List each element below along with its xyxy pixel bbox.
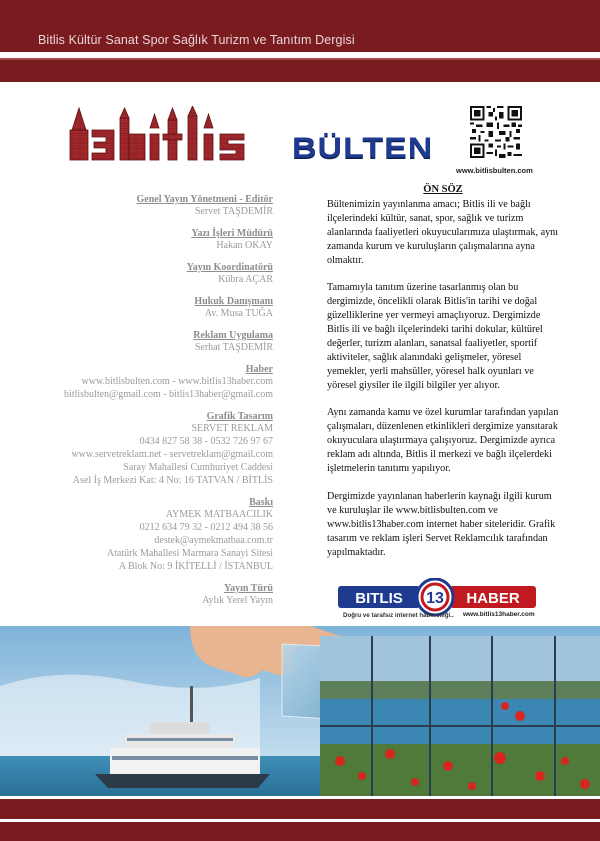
credit-group <box>20 228 273 252</box>
credit-line: Serhat TAŞDEMİR <box>194 342 273 353</box>
credit-group <box>20 330 273 354</box>
foreword-paragraph: Bültenimizin yayınlanma amacı; Bitlis ili ve bağlı ilçelerindeki kültür, sanat, spor, sağlık ve turizm alanlarında faaliyetleri okuyucularımıza ulaştırmak, aynı zamanda kurum ve kuruluşların çalışmalarına ayna olmaktır. <box>327 198 559 266</box>
credit-line: Saray Mahallesi Cumhuriyet Caddesi <box>123 462 273 473</box>
credit-group <box>20 262 273 286</box>
credit-line: www.bitlisbulten.com - www.bitlis13haber.com <box>81 376 273 387</box>
foreword-paragraph: Dergimizde yayınlanan haberlerin kaynağı ilgili kurum ve kuruluşlar ile www.bitlisbulten.com ve www.bitlis13haber.com internet haber siteleridir. Grafik tasarım ve reklam işleri Servet Reklamcılık tarafından yapılmaktadır. <box>327 490 556 558</box>
credit-group <box>20 364 273 401</box>
bitlis-logo <box>68 106 268 162</box>
glass-wall-image <box>320 636 600 796</box>
top-banner <box>0 0 600 52</box>
masthead-credits <box>20 194 273 617</box>
credit-heading: Haber <box>245 364 273 375</box>
haber13-left-text: BITLIS <box>355 590 403 607</box>
bulten-wordmark: BÜLTEN <box>292 132 434 165</box>
credit-line: Servet TAŞDEMİR <box>194 206 273 217</box>
credit-heading: Hukuk Danışmanı <box>194 296 273 307</box>
credit-line: 0212 634 79 32 - 0212 494 38 56 <box>139 522 273 533</box>
credit-group <box>20 194 273 218</box>
credit-heading: Reklam Uygulama <box>193 330 273 341</box>
credit-heading: Genel Yayın Yönetmeni - Editör <box>136 194 273 205</box>
credit-heading: Yazı İşleri Müdürü <box>191 228 273 239</box>
credit-group <box>20 411 273 487</box>
magazine-subtitle: Bitlis Kültür Sanat Spor Sağlık Turizm ve Tanıtım Dergisi <box>38 33 355 47</box>
credit-line: Av. Musa TUĞA <box>204 308 273 319</box>
credit-heading: Grafik Tasarım <box>206 411 273 422</box>
haber13-right-text: HABER <box>466 590 520 607</box>
credit-line: www.servetreklam.net - servetreklam@gmail.com <box>71 449 273 460</box>
credit-line: Kübra AÇAR <box>218 274 273 285</box>
credit-line: Asel İş Merkezi Kat: 4 No: 16 TATVAN / BİTLİS <box>72 475 273 486</box>
credit-line: Aylık Yerel Yayın <box>202 595 273 606</box>
credit-line: AYMEK MATBAACILIK <box>165 509 273 520</box>
credit-line: 0434 827 58 38 - 0532 726 97 67 <box>139 436 273 447</box>
foreword-paragraph: Tamamıyla tanıtım üzerine tasarlanmış olan bu dergimizde, öncelikli olarak Bitlis'in tarihi ve doğal güzelliklerine yer vermeyi amaçlıyoruz. Dergimizde Bitlis ili ve bağlı ilçelerindeki tarihi dokular, kültürel değerler, turizm alanları, sanatsal faaliyetler, sportif aktiviteler, sağlık alanındaki gelişmeler, yöresel yemekler, yerli mahsüller, yöresel halk oyunları ve yöresel giysiler ile ilgili bilgiler yer alıyor. <box>327 282 543 391</box>
haber13-tagline: Doğru ve tarafsız internet haberciliği.. <box>343 612 454 619</box>
credit-line: A Blok No: 9 İKİTELLİ / İSTANBUL <box>118 561 273 572</box>
credit-group <box>20 497 273 573</box>
credit-heading: Yayın Koordinatörü <box>186 262 273 273</box>
credit-line: bitlisbulten@gmail.com - bitlis13haber@gmail.com <box>64 389 273 400</box>
collage-photo <box>0 626 600 796</box>
credit-line: destek@aymekmatbaa.com.tr <box>154 535 273 546</box>
bottom-band <box>0 799 600 819</box>
credit-line: Hakan OKAY <box>216 240 273 251</box>
haber13-number: 13 <box>426 590 444 607</box>
top-divider-band <box>0 60 600 82</box>
haber13-url[interactable]: www.bitlis13haber.com <box>463 611 535 618</box>
foreword-title: ÖN SÖZ <box>423 184 463 195</box>
bottom-band-lower <box>0 822 600 841</box>
credit-heading: Yayın Türü <box>223 583 273 594</box>
credit-heading: Baskı <box>249 497 273 508</box>
credit-group <box>20 296 273 320</box>
foreword-section <box>327 183 559 573</box>
foreword-paragraph: Aynı zamanda kamu ve özel kurumlar tarafından yapılan çalışmaları, düzenlenen etkinlikleri dergimize yansıtarak okuyuculara ulaştırmaya çalışıyoruz. Dergimizde ayrıca reklam adı altında, Bitlis il merkezi ve bağlı ilçelerdeki işletmelerin tanıtımı yapılıyor. <box>327 407 559 475</box>
credit-group <box>20 583 273 607</box>
credit-line: SERVET REKLAM <box>191 423 273 434</box>
credit-line: Atatürk Mahallesi Marmara Sanayi Sitesi <box>106 548 273 559</box>
qr-code-icon <box>470 106 522 158</box>
website-url[interactable]: www.bitlisbulten.com <box>456 166 533 175</box>
